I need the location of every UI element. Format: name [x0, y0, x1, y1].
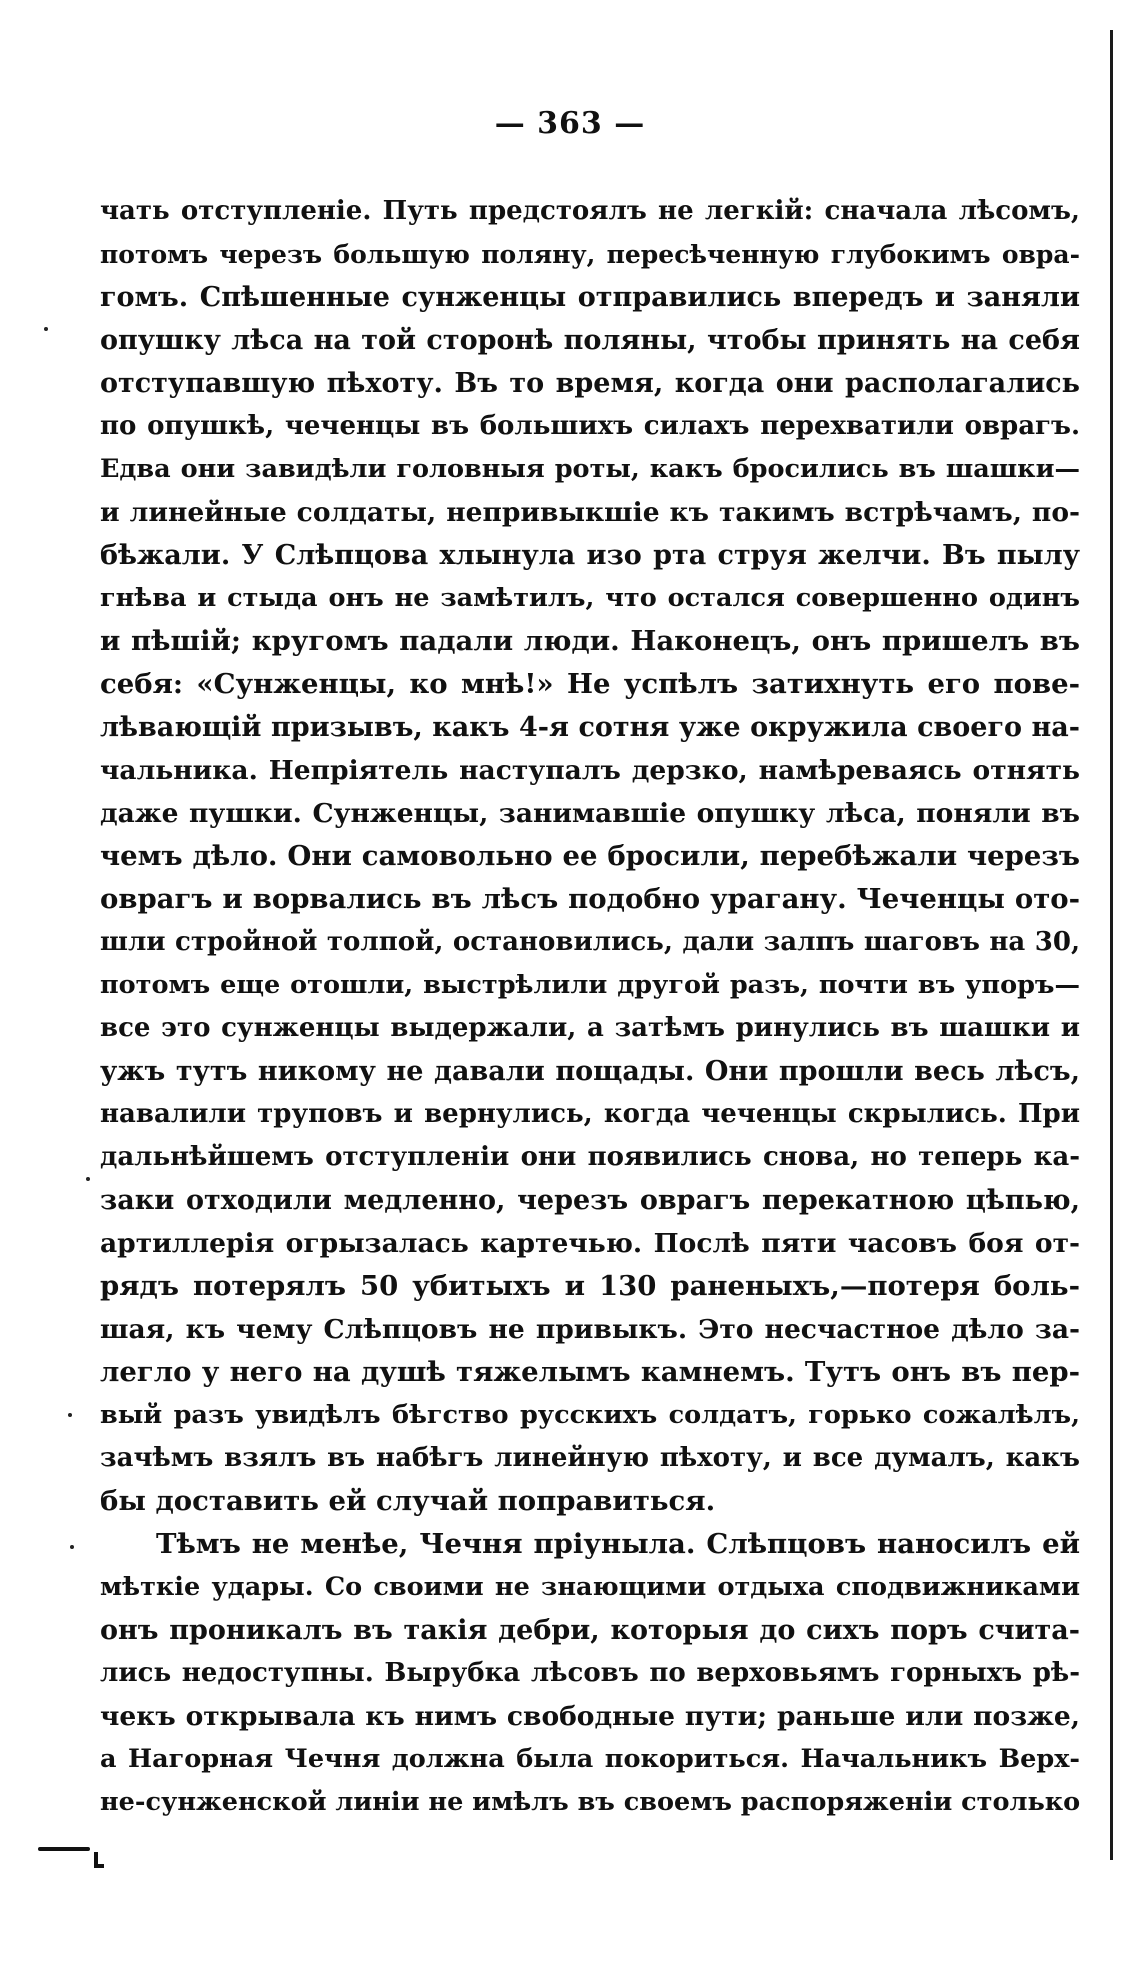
- text-line: гнѣва и стыда онъ не замѣтилъ, что остался совершенно одинъ: [100, 583, 1080, 613]
- text-line: потомъ черезъ большую поляну, пересѣченную глубокимъ овра-: [100, 240, 1080, 269]
- text-line: отступавшую пѣхоту. Въ то время, когда они располагались: [100, 368, 1080, 399]
- speck-mark: [68, 1413, 72, 1417]
- text-line: ужъ тутъ никому не давали пощады. Они прошли весь лѣсъ,: [100, 1056, 1080, 1087]
- body-text: [100, 190, 1080, 1824]
- text-line: не-сунженской линіи не имѣлъ въ своемъ распоряженіи столько: [100, 1787, 1080, 1817]
- text-line: опушку лѣса на той сторонѣ поляны, чтобы принять на себя: [100, 325, 1080, 356]
- text-line: зачѣмъ взялъ въ набѣгъ линейную пѣхоту, и все думалъ, какъ: [100, 1443, 1080, 1473]
- text-line: онъ проникалъ въ такія дебри, которыя до сихъ поръ счита-: [100, 1615, 1080, 1646]
- text-line: шли стройной толпой, остановились, дали залпъ шаговъ на 30,: [100, 927, 1080, 957]
- text-line: гомъ. Спѣшенные сунженцы отправились впередъ и заняли: [100, 282, 1080, 313]
- text-line: потомъ еще отошли, выстрѣлили другой разъ, почти въ упоръ—: [100, 970, 1080, 1000]
- text-line: рядъ потерялъ 50 убитыхъ и 130 раненыхъ,—потеря боль-: [100, 1270, 1080, 1302]
- text-line: шая, къ чему Слѣпцовъ не привыкъ. Это несчастное дѣло за-: [100, 1314, 1080, 1345]
- text-line: артиллерія огрызалась картечью. Послѣ пяти часовъ боя от-: [100, 1228, 1080, 1259]
- speck-mark: [86, 1177, 90, 1181]
- text-line: себя: «Сунженцы, ко мнѣ!» Не успѣлъ затихнуть его повe-: [100, 668, 1080, 700]
- text-line: лись недоступны. Вырубка лѣсовъ по верховьямъ горныхъ рѣ-: [100, 1658, 1080, 1688]
- text-line: чать отступленіе. Путь предстоялъ не легкій: сначала лѣсомъ,: [100, 196, 1080, 226]
- text-line: а Нагорная Чечня должна была покориться. Начальникъ Верх-: [100, 1744, 1080, 1774]
- text-line: чекъ открывала къ нимъ свободные пути; раньше или позже,: [100, 1701, 1080, 1732]
- text-line: даже пушки. Сунженцы, занимавшіе опушку лѣса, поняли въ: [100, 798, 1080, 829]
- text-line: бѣжали. У Слѣпцова хлынула изо рта струя желчи. Въ пылу: [100, 540, 1080, 571]
- text-line: и линейные солдаты, непривыкшіе къ такимъ встрѣчамъ, по-: [100, 497, 1080, 528]
- text-line: лѣвающій призывъ, какъ 4-я сотня уже окружила своего на-: [100, 712, 1080, 743]
- page-edge-line: [1110, 30, 1113, 1860]
- text-line: заки отходили медленно, черезъ оврагъ перекатною цѣпью,: [100, 1185, 1080, 1216]
- speck-mark: [70, 1545, 74, 1549]
- text-line: и пѣшій; кругомъ падали люди. Наконецъ, онъ пришелъ въ: [100, 625, 1080, 657]
- text-line: по опушкѣ, чеченцы въ большихъ силахъ перехватили оврагъ.: [100, 411, 1080, 441]
- text-line: чемъ дѣло. Они самовольно ее бросили, перебѣжали черезъ: [100, 840, 1080, 872]
- text-line: дальнѣйшемъ отступленіи они появились снова, но теперь ка-: [100, 1142, 1080, 1172]
- text-line: оврагъ и ворвались въ лѣсъ подобно урагану. Чеченцы ото-: [100, 883, 1080, 915]
- text-line: все это сунженцы выдержали, а затѣмъ ринулись въ шашки и: [100, 1013, 1080, 1043]
- page-number: — 363 —: [494, 106, 646, 141]
- text-line: навалили труповъ и вернулись, когда чеченцы скрылись. При: [100, 1099, 1080, 1129]
- text-line: чальника. Непріятель наступалъ дерзко, намѣреваясь отнять: [100, 755, 1080, 786]
- text-line: мѣткіе удары. Со своими не знающими отдыха сподвижниками: [100, 1572, 1080, 1602]
- margin-dash-mark: [38, 1847, 90, 1851]
- text-line: Едва они завидѣли головныя роты, какъ бросились въ шашки—: [100, 454, 1080, 484]
- text-line: Тѣмъ не менѣе, Чечня пріуныла. Слѣпцовъ наносилъ ей: [156, 1528, 1080, 1560]
- speck-mark: [44, 327, 48, 331]
- text-line: вый разъ увидѣлъ бѣгство русскихъ солдатъ, горько сожалѣлъ,: [100, 1400, 1080, 1430]
- text-line: бы доставить ей случай поправиться.: [100, 1485, 716, 1517]
- text-line: легло у него на душѣ тяжелымъ камнемъ. Тутъ онъ въ пер-: [100, 1356, 1080, 1388]
- margin-corner-mark-foot: [94, 1864, 104, 1868]
